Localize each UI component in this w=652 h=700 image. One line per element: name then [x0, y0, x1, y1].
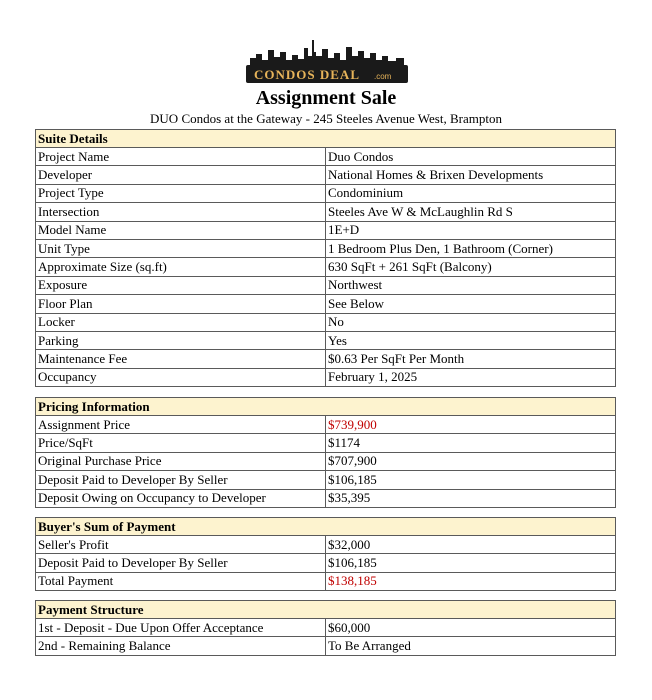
table-row [36, 331, 616, 349]
table-row [36, 239, 616, 257]
table-row [36, 368, 616, 386]
label-cell: 2nd - Remaining Balance [36, 637, 326, 655]
value-cell: $60,000 [326, 619, 616, 637]
table-row [36, 295, 616, 313]
table-row [36, 452, 616, 470]
condos-deal-logo [246, 38, 408, 88]
table-row [36, 350, 616, 368]
value-cell: Northwest [326, 276, 616, 294]
table-row [36, 221, 616, 239]
logo-text: CONDOS DEAL [254, 67, 360, 82]
table-row [36, 554, 616, 572]
value-cell: 1E+D [326, 221, 616, 239]
suite-details-table [35, 129, 616, 387]
label-cell: Project Type [36, 184, 326, 202]
value-cell: Yes [326, 331, 616, 349]
table-row [36, 313, 616, 331]
table-row [36, 434, 616, 452]
total-payment-value: $138,185 [326, 572, 616, 590]
label-cell: Exposure [36, 276, 326, 294]
payment-structure-table [35, 600, 616, 656]
label-cell: Project Name [36, 148, 326, 166]
label-cell: Developer [36, 166, 326, 184]
table-row [36, 166, 616, 184]
value-cell: February 1, 2025 [326, 368, 616, 386]
value-cell: $0.63 Per SqFt Per Month [326, 350, 616, 368]
value-cell: See Below [326, 295, 616, 313]
label-cell: Maintenance Fee [36, 350, 326, 368]
value-cell: $35,395 [326, 489, 616, 507]
buyers-sum-of-payment-table [35, 517, 616, 591]
page-title: Assignment Sale [255, 87, 397, 109]
value-cell: National Homes & Brixen Developments [326, 166, 616, 184]
label-cell: Seller's Profit [36, 536, 326, 554]
label-cell: Intersection [36, 203, 326, 221]
label-cell: Deposit Paid to Developer By Seller [36, 554, 326, 572]
label-cell: Total Payment [36, 572, 326, 590]
table-row [36, 572, 616, 590]
label-cell: Parking [36, 331, 326, 349]
value-cell: To Be Arranged [326, 637, 616, 655]
section-heading: Suite Details [36, 130, 616, 148]
label-cell: Model Name [36, 221, 326, 239]
section-heading: Pricing Information [36, 398, 616, 416]
value-cell: $106,185 [326, 554, 616, 572]
table-row [36, 276, 616, 294]
label-cell: Unit Type [36, 239, 326, 257]
value-cell: 630 SqFt + 261 SqFt (Balcony) [326, 258, 616, 276]
value-cell: $32,000 [326, 536, 616, 554]
label-cell: Deposit Paid to Developer By Seller [36, 471, 326, 489]
value-cell: Condominium [326, 184, 616, 202]
assignment-price-value: $739,900 [326, 416, 616, 434]
pricing-information-table [35, 397, 616, 508]
table-row [36, 258, 616, 276]
value-cell: No [326, 313, 616, 331]
table-row [36, 203, 616, 221]
table-row [36, 471, 616, 489]
label-cell: Floor Plan [36, 295, 326, 313]
table-row [36, 536, 616, 554]
property-address: DUO Condos at the Gateway - 245 Steeles Avenue West, Brampton [150, 111, 502, 126]
skyline-logo-icon [246, 38, 408, 88]
table-row [36, 637, 616, 655]
label-cell: Locker [36, 313, 326, 331]
value-cell: $707,900 [326, 452, 616, 470]
table-row [36, 489, 616, 507]
value-cell: $106,185 [326, 471, 616, 489]
value-cell: Steeles Ave W & McLaughlin Rd S [326, 203, 616, 221]
section-heading: Payment Structure [36, 601, 616, 619]
table-row [36, 416, 616, 434]
table-row [36, 184, 616, 202]
value-cell: Duo Condos [326, 148, 616, 166]
value-cell: $1174 [326, 434, 616, 452]
label-cell: Assignment Price [36, 416, 326, 434]
label-cell: 1st - Deposit - Due Upon Offer Acceptance [36, 619, 326, 637]
label-cell: Price/SqFt [36, 434, 326, 452]
table-row [36, 148, 616, 166]
label-cell: Occupancy [36, 368, 326, 386]
label-cell: Deposit Owing on Occupancy to Developer [36, 489, 326, 507]
label-cell: Approximate Size (sq.ft) [36, 258, 326, 276]
section-heading: Buyer's Sum of Payment [36, 518, 616, 536]
table-row [36, 619, 616, 637]
value-cell: 1 Bedroom Plus Den, 1 Bathroom (Corner) [326, 239, 616, 257]
label-cell: Original Purchase Price [36, 452, 326, 470]
logo-suffix: .com [374, 72, 392, 81]
